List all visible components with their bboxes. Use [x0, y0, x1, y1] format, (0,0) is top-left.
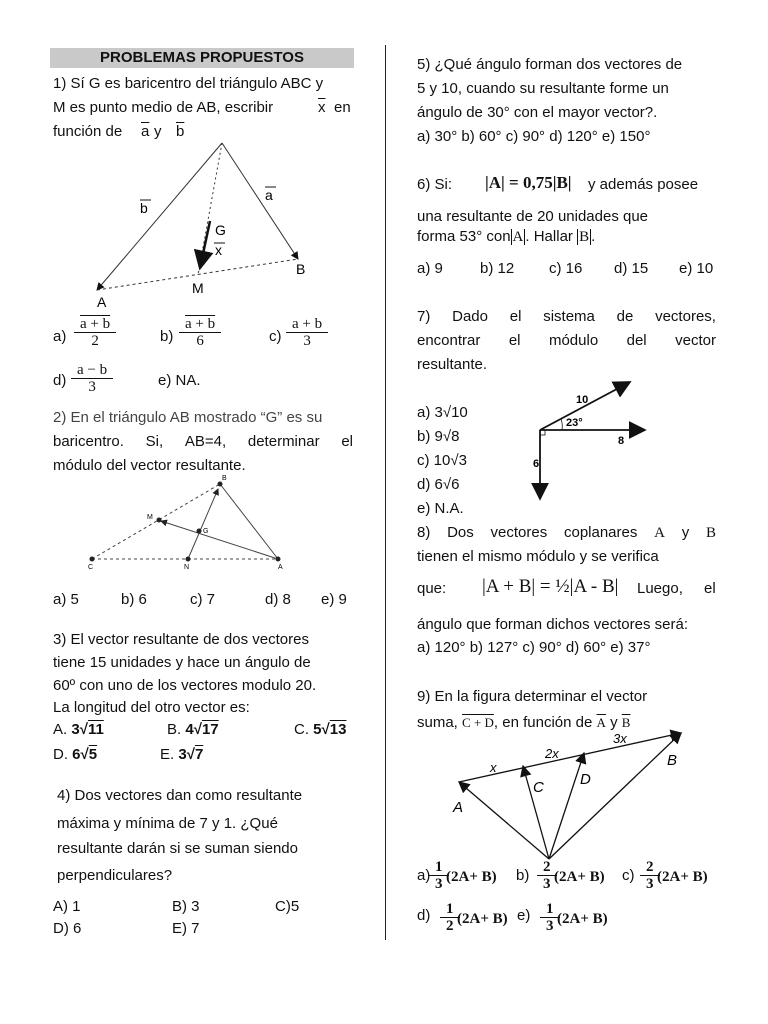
p9-label-x: x [490, 760, 497, 775]
p8-equation: |A + B| = ½|A - B| [482, 576, 619, 597]
p8-l1-w6: y [681, 524, 690, 541]
p9-d-num: 1 [446, 901, 454, 917]
p7-answer-c: c) 10√3 [417, 452, 467, 469]
p3-a-lbl: A. [53, 721, 68, 738]
p1-fa-num: a + b [80, 316, 111, 332]
p2-label-G: G [203, 528, 209, 535]
p1-fa-den: 2 [74, 332, 116, 349]
p3-b-coef: 4 [185, 721, 194, 738]
p2-w2: Si, [145, 433, 164, 450]
p3-option-b: B. 4√17 [167, 721, 219, 738]
p9-a-den: 3 [429, 875, 449, 892]
p8-vec-a: A [654, 525, 665, 541]
p9-option-d-label: d) [417, 907, 431, 924]
p9-vector-figure [445, 728, 695, 863]
p9-option-d-fraction [443, 901, 457, 934]
p7-label-10: 10 [576, 394, 589, 406]
p1-label-x: x [215, 242, 222, 258]
p1-vec-b: $\overline{b}$ [176, 123, 185, 140]
p9-b-num: 2 [543, 859, 551, 875]
p8-l1-w1: 8) [417, 524, 431, 541]
p3-d-rad: 5 [88, 746, 98, 763]
p6-l3c: . Hallar [525, 228, 573, 245]
p7-l2-w4: del [626, 332, 647, 349]
p7-answer-e: e) N.A. [417, 500, 464, 517]
p2-median [188, 489, 218, 559]
p2-line3: módulo del vector resultante. [53, 457, 246, 474]
p1-fd-num: a − b [77, 362, 108, 378]
p3-line2: tiene 15 unidades y hace un ángulo de [53, 654, 311, 671]
p1-label-b: b [140, 200, 148, 216]
p9-label-B: B [667, 752, 678, 769]
p1-line2c: en [334, 99, 351, 116]
p7-vector-figure [525, 375, 655, 505]
p1-label-A: A [97, 294, 107, 310]
p9-option-e-fraction [543, 901, 557, 934]
p6-line3 [417, 228, 595, 246]
p1-option-a-label: a) [53, 328, 67, 345]
p3-line4: La longitud del otro vector es: [53, 699, 250, 716]
p1-line2a: M es punto medio de AB, escribir [53, 99, 274, 116]
p7-l1-w3: el [509, 308, 522, 325]
p9-vec-a: $\overline{A}$ [596, 715, 606, 730]
p1-option-a-fraction [77, 316, 113, 349]
section-header: PROBLEMAS PROPUESTOS [50, 48, 354, 68]
p9-b-den: 3 [537, 875, 557, 892]
p5-line1: 5) ¿Qué ángulo forman dos vectores de [417, 56, 683, 73]
p7-l2-w1: encontrar [417, 332, 481, 349]
p2-label-B: B [222, 475, 227, 482]
p1-option-c-fraction [289, 316, 325, 349]
p1-label-g: G [215, 222, 226, 238]
p3-e-rad: 7 [194, 746, 204, 763]
p2-answer-c: c) 7 [190, 591, 216, 608]
p9-c-num: 2 [646, 859, 654, 875]
p7-answer-a: a) 3√10 [417, 404, 468, 421]
p2-answer-e: e) 9 [321, 591, 347, 608]
p2-side-cb [92, 484, 220, 559]
p2-label-A: A [278, 564, 283, 571]
p6-equation: |A| = 0,75|B| [485, 173, 572, 192]
p1-vector-b [97, 143, 222, 290]
p3-d-lbl: D. [53, 746, 68, 763]
p2-side-ba [220, 484, 278, 559]
p7-l1-w5: de [616, 308, 634, 325]
p9-option-c-fraction [643, 859, 657, 892]
p7-vector-10 [540, 382, 630, 430]
p1-label-M: M [192, 280, 204, 296]
p7-answer-b: b) 9√8 [417, 428, 460, 445]
p9-line1: 9) En la figura determinar el vector [417, 688, 648, 705]
p6-l3a: forma 53° con [417, 228, 511, 245]
p8-line3c: el [704, 580, 716, 597]
p3-line1: 3) El vector resultante de dos vectores [53, 631, 309, 648]
p1-fb-den: 6 [179, 332, 221, 349]
p8-answers: a) 120° b) 127° c) 90° d) 60° e) 37° [417, 639, 651, 656]
p9-d-den: 2 [440, 917, 460, 934]
p9-option-b-expr: (2A+ B) [554, 869, 605, 885]
p5-line2: 5 y 10, cuando su resultante forme un [417, 80, 669, 97]
p9-label-A: A [453, 799, 464, 816]
p3-option-a: A. 3√11 [53, 721, 104, 738]
p6-vec-b: B [579, 229, 590, 245]
p6-answer-a: a) 9 [417, 260, 443, 277]
p1-option-b-fraction [182, 316, 218, 349]
p9-option-a-label: a) [417, 867, 431, 884]
p7-l2-w2: el [508, 332, 521, 349]
p2-w1: baricentro. [53, 433, 124, 450]
p7-line1 [417, 308, 716, 326]
p2-w5: el [341, 433, 353, 450]
p1-option-b-label: b) [160, 328, 174, 345]
p1-option-c-label: c) [269, 328, 282, 345]
p1-option-d-fraction [74, 362, 110, 395]
p9-l2c: , en función de [493, 714, 593, 731]
p4-answer-c: C)5 [275, 898, 300, 915]
p6-answer-b: b) 12 [480, 260, 515, 277]
p3-option-e: E. 3√7 [160, 746, 204, 763]
p2-label-N: N [184, 564, 190, 571]
p7-label-angle: 23° [566, 417, 583, 429]
p9-l2a: suma, [417, 714, 458, 731]
p7-l2-w5: vector [675, 332, 716, 349]
p9-label-C: C [533, 779, 544, 796]
p8-line4: ángulo que forman dichos vectores será: [417, 616, 688, 633]
p9-option-e-label: e) [517, 907, 531, 924]
p9-option-c-label: c) [622, 867, 635, 884]
p3-c-rad: 13 [329, 721, 347, 738]
p9-option-b-fraction [540, 859, 554, 892]
p9-vector-B [549, 733, 681, 859]
p8-l1-w3: vectores [490, 524, 548, 541]
p6-vec-a: A [512, 229, 524, 245]
p7-l1-w6: vectores, [655, 308, 716, 325]
p2-w3: AB=4, [184, 433, 227, 450]
p1-label-a: a [265, 187, 273, 203]
p4-line2: máxima y mínima de 7 y 1. ¿Qué [57, 815, 278, 832]
p7-answer-d: d) 6√6 [417, 476, 460, 493]
p6-answer-c: c) 16 [549, 260, 583, 277]
p3-b-rad: 17 [201, 721, 219, 738]
p8-line2: tienen el mismo módulo y se verifica [417, 548, 659, 565]
p4-answer-a: A) 1 [53, 898, 81, 915]
p9-vec-cd: C + D [462, 715, 494, 730]
p9-label-D: D [580, 771, 591, 788]
p2-label-M: M [147, 514, 153, 521]
p3-option-d: D. 6√5 [53, 746, 98, 763]
p9-e-num: 1 [546, 901, 554, 917]
p2-label-C: C [88, 564, 94, 571]
p7-angle-arc [561, 419, 562, 430]
p9-option-d-expr: (2A+ B) [457, 911, 508, 927]
p9-l2e: y [610, 714, 618, 731]
p1-line3c: y [154, 123, 162, 140]
p7-l1-w1: 7) [417, 308, 431, 325]
p3-line3: 60º con uno de los vectores modulo 20. [53, 677, 317, 694]
p3-option-c: C. 5√13 [294, 721, 347, 738]
p1-triangle-figure [80, 138, 350, 313]
p6-line1b: y además posee [588, 176, 699, 193]
p3-e-coef: 3 [178, 746, 187, 763]
p8-line3a: que: [417, 580, 447, 597]
p3-b-lbl: B. [167, 721, 182, 738]
p1-fc-den: 3 [286, 332, 328, 349]
p2-answer-b: b) 6 [121, 591, 147, 608]
p8-line3b: Luego, [637, 580, 683, 597]
p4-line1: 4) Dos vectores dan como resultante [57, 787, 303, 804]
p3-c-lbl: C. [294, 721, 309, 738]
p1-line3a: función de [53, 123, 123, 140]
p8-l1-w4: coplanares [563, 524, 638, 541]
p2-w4: determinar [247, 433, 320, 450]
p3-c-coef: 5 [313, 721, 322, 738]
p1-fd-den: 3 [71, 378, 113, 395]
p9-label-2x: 2x [545, 746, 559, 761]
p9-option-e-expr: (2A+ B) [557, 911, 608, 927]
p2-answer-a: a) 5 [53, 591, 79, 608]
p4-answer-b: B) 3 [172, 898, 200, 915]
p1-option-d-label: d) [53, 372, 67, 389]
p1-label-B: B [296, 261, 306, 277]
p8-l1-w2: Dos [447, 524, 474, 541]
p2-vector-am [161, 521, 278, 559]
p3-a-rad: 11 [87, 721, 104, 738]
p4-line4: perpendiculares? [57, 867, 173, 884]
p1-fc-num: a + b [292, 316, 323, 332]
p9-option-b-label: b) [516, 867, 530, 884]
p7-line3: resultante. [417, 356, 488, 373]
p7-l1-w2: Dado [452, 308, 488, 325]
p9-option-a-expr: (2A+ B) [446, 869, 497, 885]
p9-a-num: 1 [435, 859, 443, 875]
p9-label-3x: 3x [613, 731, 627, 746]
p3-d-coef: 6 [72, 746, 81, 763]
p1-option-e: e) NA. [158, 372, 201, 389]
p2-triangle-figure [85, 472, 295, 572]
p6-line2: una resultante de 20 unidades que [417, 208, 649, 225]
p4-line3: resultante darán si se suman siendo [57, 840, 298, 857]
p1-vector-a [222, 143, 298, 259]
p1-line1: 1) Sí G es baricentro del triángulo ABC y [53, 75, 324, 92]
p8-line1 [417, 524, 716, 542]
p7-l1-w4: sistema [543, 308, 595, 325]
p1-vec-a: $\overline{a}$ [141, 123, 150, 140]
p2-answer-d: d) 8 [265, 591, 291, 608]
p7-label-8: 8 [618, 435, 625, 447]
p6-answer-d: d) 15 [614, 260, 649, 277]
p9-option-a-fraction [432, 859, 446, 892]
p6-line1a: 6) Si: [417, 176, 453, 193]
p9-e-den: 3 [540, 917, 560, 934]
p2-line2 [53, 433, 353, 451]
p9-c-den: 3 [640, 875, 660, 892]
p4-answer-e: E) 7 [172, 920, 200, 937]
p6-answer-e: e) 10 [679, 260, 714, 277]
p2-line1: 2) En el triángulo AB mostrado “G” es su [53, 409, 323, 426]
p5-answers: a) 30° b) 60° c) 90° d) 120° e) 150° [417, 128, 651, 145]
p8-vec-b: B [705, 525, 716, 541]
p7-label-6: 6 [533, 458, 540, 470]
p1-vector-x [200, 221, 210, 268]
p7-line2 [417, 332, 716, 350]
p3-a-coef: 3 [71, 721, 80, 738]
p1-vec-x: $\overline{x}$ [318, 99, 326, 116]
p7-l2-w3: módulo [548, 332, 599, 349]
p4-answer-d: D) 6 [53, 920, 82, 937]
p1-fb-num: a + b [185, 316, 216, 332]
p3-e-lbl: E. [160, 746, 175, 763]
p9-vec-b: $\overline{B}$ [621, 715, 631, 730]
p5-line3: ángulo de 30° con el mayor vector?. [417, 104, 658, 121]
p6-l3e: . [591, 228, 596, 245]
p9-option-c-expr: (2A+ B) [657, 869, 708, 885]
column-divider [385, 45, 386, 940]
